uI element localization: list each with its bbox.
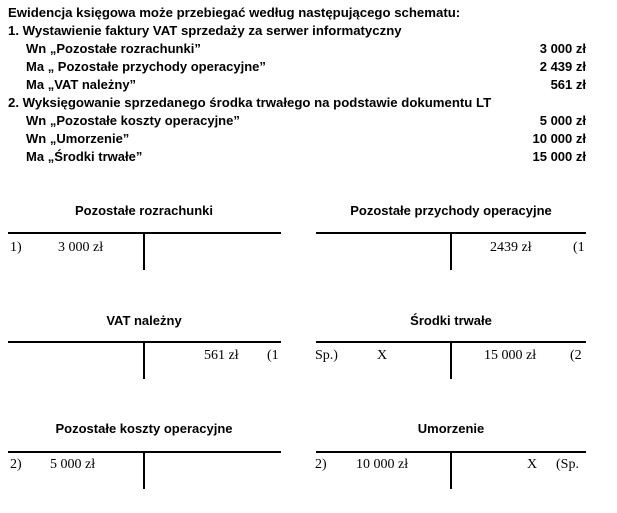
t-account-title: Środki trwałe [410, 313, 492, 328]
t-account-vertical-line [143, 451, 145, 489]
entry-account: „ Pozostałe przychody operacyjne” [47, 59, 266, 74]
credit-amount: 15 000 zł [484, 348, 537, 363]
entry-account: „Pozostałe koszty operacyjne” [49, 113, 240, 128]
entry-row [26, 76, 586, 95]
debit-ref: 2) [315, 457, 327, 472]
debit-amount: 5 000 zł [50, 457, 96, 472]
credit-amount: X [527, 457, 538, 472]
t-account-vertical-line [450, 341, 452, 379]
entry-row [26, 112, 586, 131]
credit-amount: 561 zł [204, 348, 239, 363]
entry-side: Wn [26, 113, 47, 128]
debit-amount: 3 000 zł [58, 240, 104, 255]
entry-side: Wn [26, 41, 47, 56]
entry-side: Wn [26, 131, 47, 146]
t-account-vertical-line [450, 451, 452, 489]
debit-ref: 2) [10, 457, 22, 472]
t-account-title: Umorzenie [417, 421, 485, 436]
operation-title: Wystawienie faktury VAT sprzedaży za serwer informatyczny [22, 23, 402, 38]
t-account-title: Pozostałe rozrachunki [75, 203, 213, 218]
credit-ref: (2 [570, 348, 582, 363]
operation-2-heading [8, 94, 491, 113]
entry-side: Ma [26, 59, 45, 74]
debit-ref: 1) [10, 240, 22, 255]
operation-number: 2. [8, 95, 19, 110]
entry-side: Ma [26, 149, 45, 164]
operation-1-heading [8, 22, 402, 41]
entry-amount: 10 000 zł [532, 131, 586, 146]
entry-account: „Umorzenie” [49, 131, 130, 146]
t-account-vertical-line [450, 232, 452, 270]
entry-account: „Środki trwałe” [47, 149, 143, 164]
operation-title: Wyksięgowanie sprzedanego środka trwałego na podstawie dokumentu LT [22, 95, 492, 110]
entry-amount: 15 000 zł [532, 149, 586, 164]
entry-row [26, 130, 586, 149]
entry-account: „Pozostałe rozrachunki” [49, 41, 201, 56]
t-account-title: Pozostałe koszty operacyjne [55, 421, 233, 436]
credit-ref: (1 [573, 240, 585, 255]
entry-row [26, 148, 586, 167]
intro-text: Ewidencja księgowa może przebiegać według następującego schematu: [8, 5, 461, 20]
t-account-vertical-line [143, 232, 145, 270]
entry-side: Ma [26, 77, 45, 92]
debit-amount: 10 000 zł [356, 457, 409, 472]
t-account-title: VAT należny [106, 313, 182, 328]
credit-amount: 2439 zł [490, 240, 532, 255]
t-account-title: Pozostałe przychody operacyjne [350, 203, 552, 218]
entry-account: „VAT należny” [47, 77, 137, 92]
operation-number: 1. [8, 23, 19, 38]
entry-amount: 2 439 zł [539, 59, 586, 74]
debit-ref: Sp.) [315, 348, 338, 363]
entry-amount: 3 000 zł [539, 41, 586, 56]
entry-row [26, 58, 586, 77]
entry-amount: 5 000 zł [539, 113, 586, 128]
entry-row [26, 40, 586, 59]
debit-amount: X [377, 348, 388, 363]
entry-amount: 561 zł [550, 77, 586, 92]
credit-ref: (1 [267, 348, 279, 363]
credit-ref: (Sp. [556, 457, 579, 472]
t-account-vertical-line [143, 341, 145, 379]
